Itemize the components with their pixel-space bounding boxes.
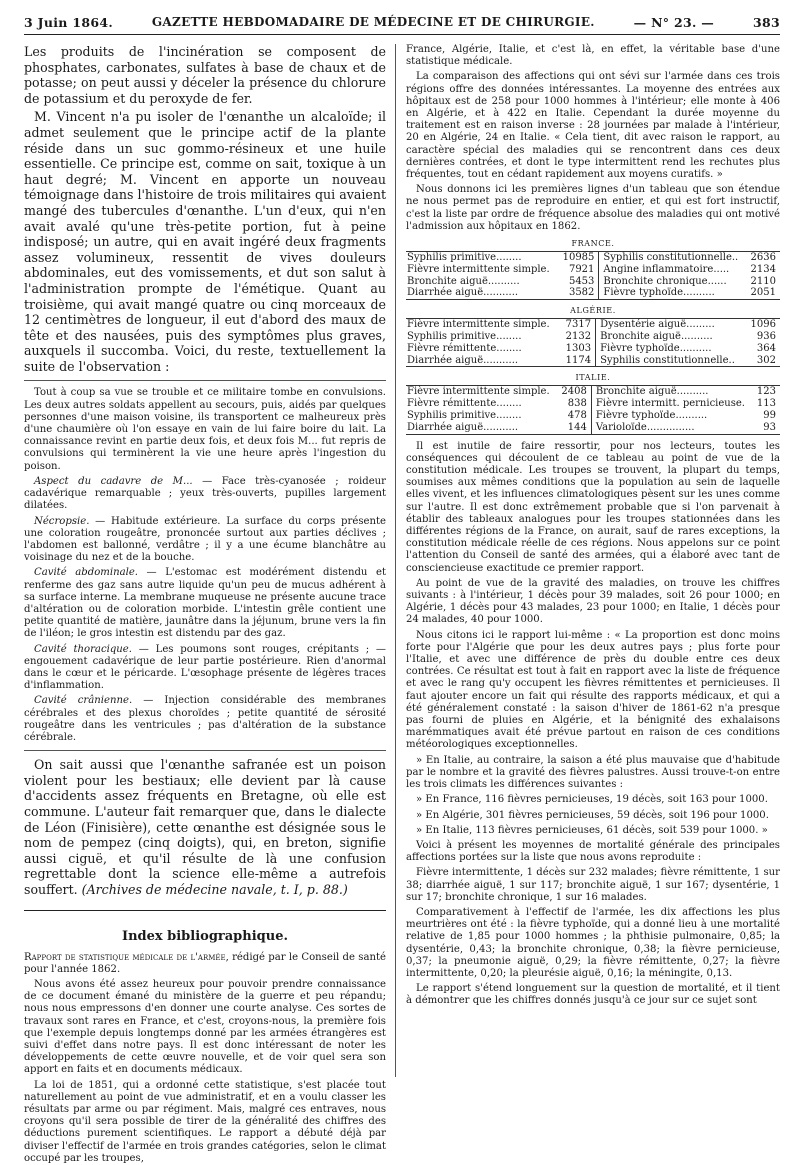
case-count: 7317 (565, 319, 592, 331)
case-count: 2408 (561, 386, 587, 398)
observation-text: Cavité thoracique. — Les poumons sont rouges, crépitants ; — engouement cadavérique de leur partie postérieure. Rien d'anormal dans le cœur et le péricarde. L'œsophage présente de légères traces d'inflammation. (24, 643, 386, 692)
table-row (406, 410, 780, 422)
table-row (406, 355, 780, 367)
case-count: 5453 (568, 275, 595, 287)
disease-name: Fièvre intermittente simple. (407, 386, 550, 398)
paragraph: » En France, 116 fièvres pernicieuses, 19 décès, soit 163 pour 1000. (416, 794, 768, 806)
paragraph: Nous citons ici le rapport lui-même : « La proportion est donc moins forte pour l'Algérie que pour les deux autres pays ; plus forte pour l'Italie, et avec une différence de près du double entre ces deux contrées. Ce résultat est tout à fait en rapport avec la liste de fréquence et avec le rang qu'y occupent les fièvres rémittentes et pernicieuses. Il faut ajouter encore un fait qui résulte des rapports médicaux, et qui a été généralement constaté : la saison d'hiver de 1861-62 n'a presque pas fourni de pluies en Algérie, et la bénignité des exhalaisons marémmatiques avait été prévue partout en raison de ces conditions météorologiques exceptionnelles. (406, 629, 780, 751)
paragraph: Les produits de l'incinération se composent de phosphates, carbonates, sulfates à base de chaux et de potasse; on peut aussi y déceler la présence du chlorure de potassium et du peroxyde de fer. (24, 44, 386, 106)
paragraph: » En Italie, au contraire, la saison a été plus mauvaise que d'habitude par le nombre et la gravité des fièvres palustres. Aussi trouve-t-on entre les trois climats les différences suivantes : (406, 754, 780, 791)
disease-name: Fièvre rémittente........ (407, 342, 522, 354)
issue-number: — N° 23. — (633, 14, 715, 30)
region-heading: ALGÉRIE. (570, 306, 616, 316)
case-count: 1096 (750, 319, 776, 331)
case-count: 936 (756, 331, 776, 343)
table-row (406, 264, 780, 276)
case-count: 93 (763, 421, 776, 433)
paragraph: France, Algérie, Italie, et c'est là, en effet, la véritable base d'une statistique médicale. (406, 44, 780, 68)
case-count: 838 (567, 398, 587, 410)
case-count: 3582 (568, 287, 595, 299)
journal-title: GAZETTE HEBDOMADAIRE DE MÉDECINE ET DE CHIRURGIE. (151, 15, 595, 29)
statistics-tables (406, 239, 780, 435)
observation-label: Nécropsie. (34, 515, 90, 527)
disease-name: Bronchite aiguë.......... (591, 386, 754, 398)
disease-table (406, 251, 780, 300)
case-count: 144 (567, 421, 587, 433)
region-heading: FRANCE. (571, 239, 615, 249)
table-row (406, 287, 780, 299)
paragraph: Le rapport s'étend longuement sur la question de mortalité, et il tient à démontrer que les chiffres donnés jusqu'à ce jour sur ce sujet sont (406, 983, 780, 1007)
paragraph: » En Italie, 113 fièvres pernicieuses, 61 décès, soit 539 pour 1000. » (416, 824, 768, 836)
observation-label: Cavité abdominale. (34, 567, 138, 579)
disease-name: Fièvre typhoïde.......... (591, 410, 754, 422)
citation: (Archives de médecine navale, t. I, p. 88.) (81, 881, 348, 897)
paragraph: Il est inutile de faire ressortir, pour nos lecteurs, toutes les conséquences qui découlent de ce tableau au point de vue de la constitution médicale. Les troupes se trouvent, la plupart du temps, soumises aux mêmes conditions que la population au sein de laquelle elles vivent, et les influences climatologiques pèsent sur les unes comme sur l'autre. Il est donc extrêmement probable que si l'on parvenait à établir des tableaux analogues pour les troupes stationnées dans les différentes régions de la France, on aurait, sauf de rares exceptions, la constitution médicale réelle de ces régions. Nous appelons sur ce point l'attention du Conseil de santé des armées, qui a élaboré avec tant de consciencieuse exactitude ce premier rapport. (406, 440, 780, 574)
table-row (406, 252, 780, 264)
disease-name: Bronchite chronique...... (599, 276, 748, 288)
observation-text: Cavité abdominale. — L'estomac est modérément distendu et renferme des gaz sans autre liquide qu'un peu de mucus adhérent à sa surface interne. La membrane muqueuse ne présente aucune trace d'altération ou de coloration morbide. L'intestin grêle contient une petite quantité de matière, jaunâtre dans la jéjunum, brune vers la fin de l'iléon; le gros intestin est distendu par des gaz. (24, 567, 386, 640)
table-row (406, 386, 780, 398)
case-count: 1174 (565, 354, 592, 366)
observation-label: Cavité thoracique. (34, 643, 132, 655)
rule (24, 380, 386, 381)
page-header (24, 10, 780, 35)
paragraph: La comparaison des affections qui ont sévi sur l'armée dans ces trois régions offre des données intéressantes. La moyenne des entrées aux hôpitaux est de 258 pour 1000 hommes à l'intérieur; elle monte à 406 en Algérie, et à 422 en Italie. Cependant la durée moyenne du traitement est en raison inverse : 28 journées par malade à l'intérieur, 20 en Algérie, 24 en Italie. « Cela tient, dit avec raison le rapport, au caractère spécial des maladies qui se rencontrent dans ces deux dernières contrées, et dont le type intermittent rend les rechutes plus fréquentes, tout en cédant rapidement aux moyens curatifs. » (406, 71, 780, 181)
disease-name: Syphilis constitutionnelle.. (596, 355, 748, 367)
table-row (406, 343, 780, 355)
paragraph: La loi de 1851, qui a ordonné cette statistique, s'est placée tout naturellement au point de vue administratif, et en a voulu classer les résultats par arme ou par régiment. Mais, malgré ces entraves, nous croyons qu'il sera possible de tirer de la généralité des chiffres des déductions purement scientifiques. Le rapport a débuté déjà par diviser l'effectif de l'armée en trois grandes catégories, selon le climat occupé par les troupes, (24, 1079, 386, 1164)
case-count: 113 (756, 398, 776, 410)
disease-name: Fièvre rémittente........ (407, 398, 522, 410)
disease-name: Angine inflammatoire..... (599, 264, 748, 276)
observation-label: Aspect du cadavre de M... (34, 475, 193, 487)
disease-name: Fièvre typhoïde.......... (596, 343, 748, 355)
observation-text: Nécropsie. — Habitude extérieure. La surface du corps présente une coloration rougeâtre, prononcée surtout aux parties déclives ; l'abdomen est ballonné, verdâtre ; il y a une écume blanchâtre au voisinage du nez et de la bouche. (24, 515, 386, 564)
case-count: 1303 (565, 342, 592, 354)
disease-name: Varioloïde............... (591, 422, 754, 434)
table-row (406, 422, 780, 434)
disease-name: Syphilis primitive........ (407, 252, 522, 264)
report-heading: Rapport de statistique médicale de l'armée, rédigé par le Conseil de santé pour l'année 1862. (24, 951, 386, 975)
case-count: 10985 (562, 252, 595, 264)
case-count: 2051 (750, 287, 776, 299)
observation-text: Cavité crânienne. — Injection considérable des membranes cérébrales et des plexus choroïdes ; petite quantité de sérosité rougeâtre dans les ventricules ; pas d'altération de la substance cérébrale. (24, 695, 387, 743)
observation-label: Cavité crânienne. (34, 695, 133, 707)
disease-name: Fièvre intermittente simple. (407, 319, 550, 331)
case-count: 478 (567, 410, 587, 422)
disease-name: Fièvre intermitt. pernicieuse. (591, 398, 754, 410)
disease-name: Diarrhée aiguë........... (407, 287, 519, 299)
table-row (406, 331, 780, 343)
disease-name: Fièvre intermittente simple. (407, 263, 550, 275)
paragraph: Comparativement à l'effectif de l'armée, les dix affections les plus meurtrières ont été : la fièvre typhoïde, qui a donné lieu à une mortalité relative de 1,85 pour 1000 hommes ; la phthisie pulmonaire, 0,85; la dysentérie, 0,43; la bronchite chronique, 0,38; la fièvre pernicieuse, 0,37; la pneumonie aiguë, 0,29; la fièvre rémittente, 0,27; la fièvre intermittente, 0,20; la pleurésie aiguë, 0,16; la méningite, 0,13. (406, 906, 780, 979)
paragraph: Fièvre intermittente, 1 décès sur 232 malades; fièvre rémittente, 1 sur 38; diarrhée aiguë, 1 sur 117; bronchite aiguë, 1 sur 167; dysentérie, 1 sur 17; bronchite chronique, 1 sur 16 malades. (406, 867, 780, 903)
case-count: 2110 (750, 275, 776, 287)
disease-table (406, 385, 780, 434)
right-column (406, 44, 780, 1079)
disease-name: Syphilis primitive........ (407, 410, 522, 422)
paragraph: On sait aussi que l'œnanthe safranée est un poison violent pour les bestiaux; elle devient par là cause d'accidents assez fréquents en Bretagne, où elle est commune. L'auteur fait remarquer que, dans le dialecte de Léon (Finisière), cette œnanthe est désignée sous le nom de pempez (cinq doigts), qui, en breton, signifie aussi ciguë, et qu'il résulte de là une confusion regrettable dont la science elle-même a autrefois souffert. (Archives de médecine navale, t. I, p. 88.) (24, 757, 386, 897)
paragraph: Voici à présent les moyennes de mortalité générale des principales affections portées sur la liste que nous avons reproduite : (406, 839, 780, 864)
disease-name: Bronchite aiguë.......... (596, 331, 748, 343)
region-heading: ITALIE. (575, 373, 611, 383)
case-count: 2134 (750, 263, 776, 275)
disease-name: Syphilis constitutionnelle.. (599, 252, 748, 264)
paragraph: Au point de vue de la gravité des maladies, on trouve les chiffres suivants : à l'intérieur, 1 décès pour 39 malades, soit 26 pour 1000; en Algérie, 1 décès pour 43 malades, 23 pour 1000; en Italie, 1 décès pour 24 malades, 40 pour 1000. (406, 577, 780, 626)
case-count: 302 (756, 354, 776, 366)
column-divider (395, 44, 396, 1077)
case-count: 2132 (565, 331, 592, 343)
table-row (406, 398, 780, 410)
case-count: 123 (756, 386, 776, 398)
disease-name: Bronchite aiguë.......... (407, 275, 520, 287)
case-count: 7921 (568, 263, 595, 275)
observation-block (24, 387, 386, 744)
section-title: Index bibliographique. (121, 928, 289, 944)
left-column (24, 44, 387, 1164)
case-count: 99 (763, 410, 776, 422)
table-row (406, 276, 780, 288)
observation-text: Tout à coup sa vue se trouble et ce militaire tombe en convulsions. Les deux autres soldats appellent au secours, puis, aidés par quelques personnes d'une maison voisine, ils transportent ce malheureux près d'une chaumière où l'on essaye en vain de lui faire boire du lait. La connaissance revint en partie deux fois, et deux fois M... fut repris de convulsions qui terminèrent la vie une heure après l'ingestion du poison. (24, 387, 386, 472)
disease-name: Fièvre typhoïde.......... (599, 287, 748, 299)
paragraph: Nous donnons ici les premières lignes d'un tableau que son étendue ne nous permet pas de reproduire en entier, et qui est fort instructif, c'est la liste par ordre de fréquence absolue des maladies qui ont motivé l'admission aux hôpitaux en 1862. (406, 184, 780, 232)
paragraph: Nous avons été assez heureux pour pouvoir prendre connaissance de ce document émané du ministère de la guerre et peu répandu; nous nous empressons d'en donner une courte analyse. Ces sortes de travaux sont rares en France, et c'est, croyons-nous, la première fois que l'exemple depuis longtemps donné par les armées étrangères est suivi d'effet dans notre pays. Il est donc intéressant de noter les développements de cette œuvre nouvelle, et de voir quel sera son apport en faits et en documents médicaux. (24, 978, 386, 1076)
index-section (24, 910, 386, 1165)
observation-text: Aspect du cadavre de M... — Face très-cyanosée ; roideur cadavérique remarquable ; yeux très-ouverts, pupilles largement dilatées. (24, 475, 386, 512)
disease-name: Diarrhée aiguë........... (407, 354, 519, 366)
disease-table (406, 318, 780, 367)
table-row (406, 319, 780, 331)
paragraph: » En Algérie, 301 fièvres pernicieuses, 59 décès, soit 196 pour 1000. (416, 809, 769, 821)
disease-name: Diarrhée aiguë........... (407, 421, 519, 433)
header-date: 3 Juin 1864. (24, 14, 113, 30)
case-count: 2636 (750, 252, 776, 264)
disease-name: Syphilis primitive........ (407, 331, 522, 343)
paragraph: M. Vincent n'a pu isoler de l'œnanthe un alcaloïde; il admet seulement que le principe actif de la plante réside dans un suc gommo-résineux et une huile essentielle. Ce principe est, comme on sait, toxique à un haut degré; M. Vincent en apporte un nouveau témoignage dans l'histoire de trois militaires qui avaient mangé des tubercules d'œnanthe. L'un d'eux, qui n'en avait avalé qu'une très-petite portion, fut à peine indisposé; un autre, qui en avait ingéré deux fragments assez volumineux, ressentit de vives douleurs abdominales, eut des vomissements, et dut son salut à l'administration prompte de l'émétique. Quant au troisième, qui avait mangé quatre ou cinq morceaux de 12 centimètres de longueur, il eut d'abord des maux de tête et des nausées, puis des symptômes plus graves, auxquels il succomba. Voici, du reste, textuellement la suite de l'observation : (24, 109, 386, 374)
disease-name: Dysentérie aiguë......... (596, 319, 748, 331)
case-count: 364 (756, 342, 776, 354)
page-number: 383 (752, 14, 780, 30)
rule (24, 750, 386, 751)
